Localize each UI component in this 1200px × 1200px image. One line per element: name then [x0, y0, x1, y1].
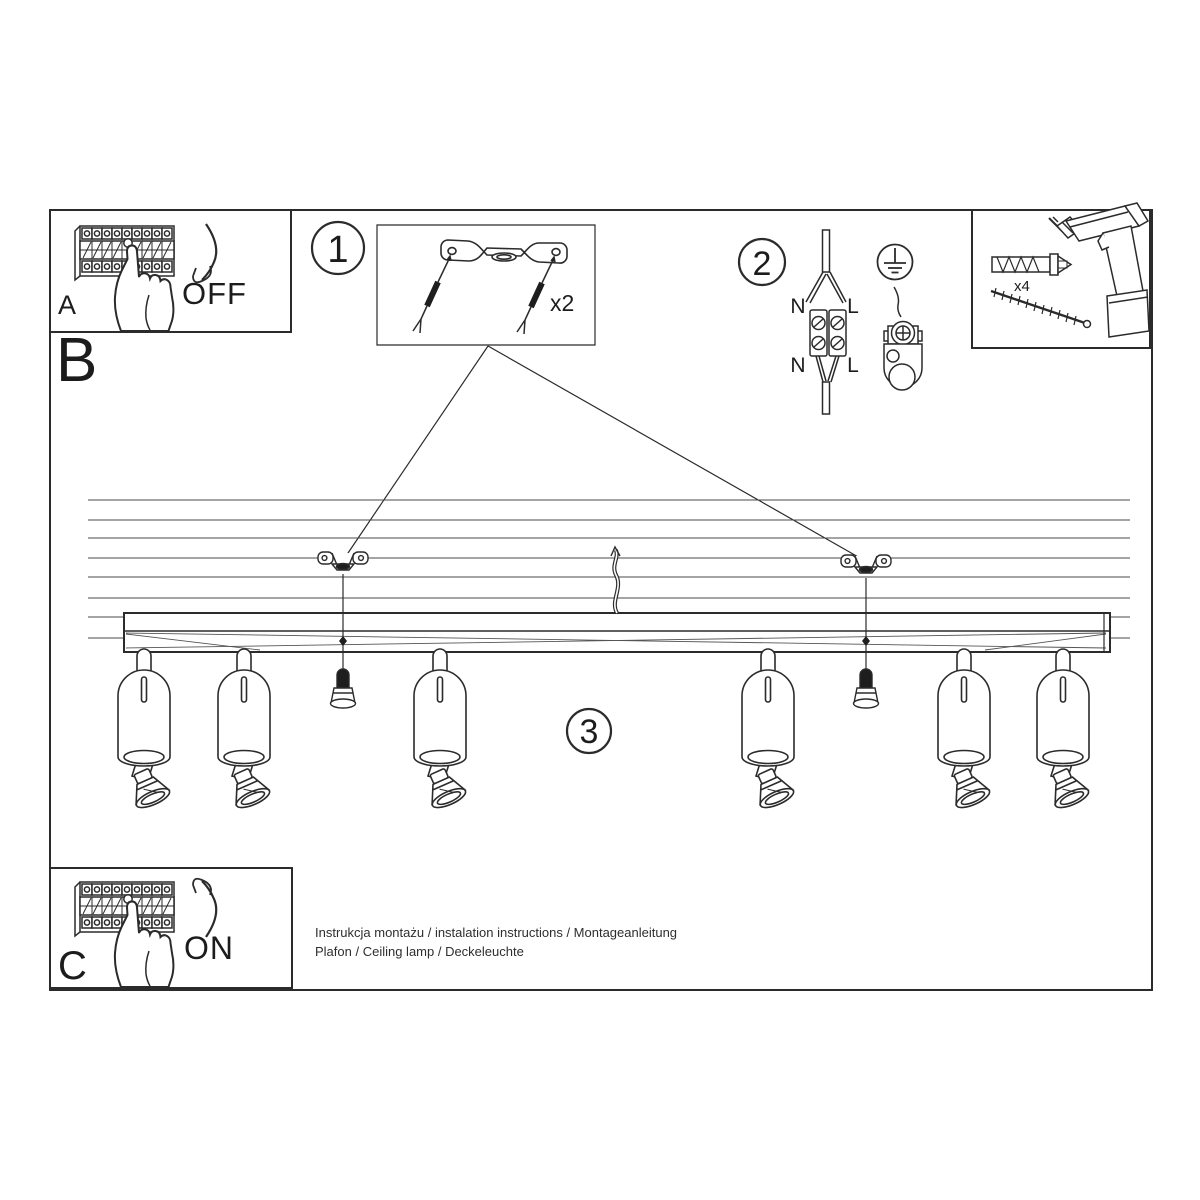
step3-number: 3	[579, 713, 599, 751]
step2-number: 2	[752, 245, 772, 283]
rail-bar	[124, 613, 1110, 652]
footer-instructions-line: Instrukcja montażu / instalation instructions / Montageanleitung	[315, 925, 678, 940]
terminal-block-wiring	[806, 230, 846, 414]
on-label: ON	[184, 930, 234, 966]
box-c-label: C	[58, 944, 87, 988]
section-b-label: B	[56, 326, 98, 395]
bracket-right	[841, 555, 891, 573]
step1-number: 1	[327, 229, 349, 271]
arrow-down-icon	[193, 224, 216, 282]
wire-label-top-l: L	[847, 295, 859, 318]
off-label: OFF	[182, 276, 247, 311]
step1-leader-lines	[346, 346, 860, 558]
page-frame	[50, 210, 1152, 990]
ground-symbol-icon	[878, 245, 913, 280]
wire-label-top-n: N	[790, 295, 806, 318]
tools-contents	[991, 203, 1149, 337]
power-cable	[611, 547, 620, 613]
wire-label-bottom-n: N	[790, 354, 806, 377]
outer-border	[50, 210, 1152, 990]
mounting-bracket-large	[441, 240, 567, 263]
hanging-bulb-left	[331, 669, 356, 708]
box-a-label: A	[58, 290, 77, 320]
wall-plug-icon	[992, 254, 1071, 275]
plug-quantity-label: x4	[1014, 278, 1030, 295]
screw-icon	[991, 288, 1091, 328]
bracket-left	[318, 552, 368, 570]
wire-label-bottom-l: L	[847, 354, 859, 377]
toggle-screw-left	[413, 256, 451, 333]
arrow-up-icon	[193, 879, 216, 937]
hanging-bulb-right	[854, 669, 879, 708]
bracket-quantity-label: x2	[550, 290, 575, 316]
footer-product-line: Plafon / Ceiling lamp / Deckeleuchte	[315, 944, 524, 959]
ground-clamp	[884, 287, 922, 390]
